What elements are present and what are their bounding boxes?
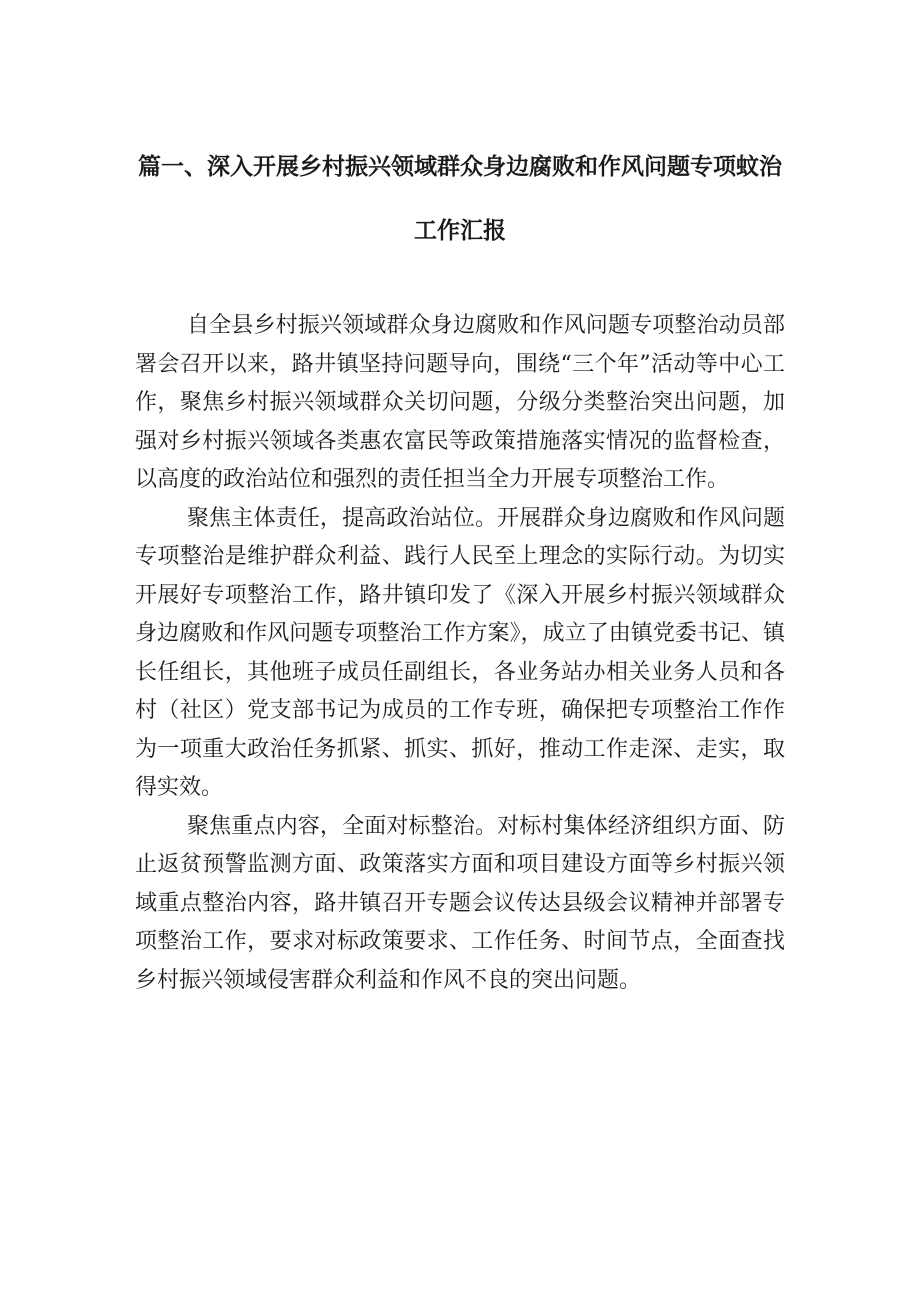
document-body [135,307,785,1000]
paragraph-intro: 自全县乡村振兴领域群众身边腐败和作风问题专项整治动员部署会召开以来，路井镇坚持问题导向，围绕“三个年”活动等中心工作，聚焦乡村振兴领域群众关切问题，分级分类整治突出问题，加强对乡村振兴领域各类惠农富民等政策措施落实情况的监督检查，以高度的政治站位和强烈的责任担当全力开展专项整治工作。 [135,313,785,492]
document-title-line-2: 工作汇报 [414,218,506,244]
document-title-line-1: 篇一、深入开展乡村振兴领域群众身边腐败和作风问题专项蚊治 [138,154,782,180]
paragraph-main-responsibility: 聚焦主体责任，提高政治站位。开展群众身边腐败和作风问题专项整治是维护群众利益、践行人民至上理念的实际行动。为切实开展好专项整治工作，路井镇印发了《深入开展乡村振兴领域群众身边腐败和作风问题专项整治工作方案》，成立了由镇党委书记、镇长任组长，其他班子成员任副组长，各业务站办相关业务人员和各村（社区）党支部书记为成员的工作专班，确保把专项整治工作作为一项重大政治任务抓紧、抓实、抓好，推动工作走深、走实，取得实效。 [135,505,785,800]
paragraph-key-content: 聚焦重点内容，全面对标整治。对标村集体经济组织方面、防止返贫预警监测方面、政策落实方面和项目建设方面等乡村振兴领域重点整治内容，路井镇召开专题会议传达县级会议精神并部署专项整治工作，要求对标政策要求、工作任务、时间节点，全面查找乡村振兴领域侵害群众利益和作风不良的突出问题。 [135,813,785,993]
